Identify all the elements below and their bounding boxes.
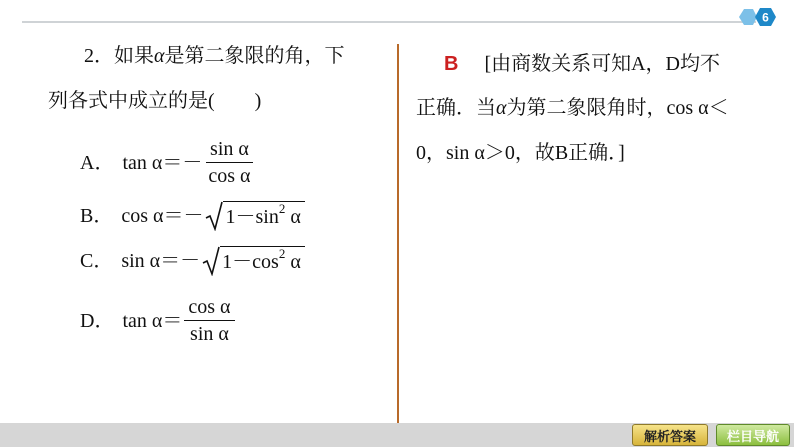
option-d-denominator: sin α xyxy=(190,323,229,345)
answer-line-1: B [由商数关系可知A，D均不 xyxy=(444,53,720,75)
page-number-badge xyxy=(735,3,781,31)
option-d-lhs: tan α＝ xyxy=(122,309,183,332)
question-line-1: 2．如果α是第二象限的角，下 xyxy=(84,45,345,67)
question-line-2: 列各式中成立的是( ) xyxy=(48,90,262,112)
answer-line-3: 0，sin α＞0，故B正确．] xyxy=(416,142,625,164)
column-divider xyxy=(397,44,399,424)
option-b-lhs: cos α＝－ xyxy=(121,205,204,227)
option-c-label: C． xyxy=(80,250,114,272)
option-d-fraction xyxy=(184,296,234,345)
option-c-lhs: sin α＝－ xyxy=(121,250,201,272)
option-d xyxy=(80,296,235,345)
option-c-radical: $1-\cos^2$ α xyxy=(202,246,305,276)
option-a-label: A． xyxy=(80,151,115,174)
option-b-label: B． xyxy=(80,205,114,227)
answer-analysis-button[interactable]: 解析答案 xyxy=(632,424,708,446)
answer-letter: B xyxy=(444,53,459,75)
option-d-label: D． xyxy=(80,309,115,332)
page-number: 6 xyxy=(762,10,769,25)
option-a-lhs: tan α＝－ xyxy=(122,151,203,174)
radical-sign-icon xyxy=(202,246,220,276)
hexagon-icon xyxy=(735,3,781,31)
option-a-fraction xyxy=(204,138,254,187)
radical-sign-icon xyxy=(205,201,223,231)
option-b xyxy=(80,201,305,231)
option-a xyxy=(80,138,255,187)
option-b-radical: $1-\sin^2$ α xyxy=(205,201,304,231)
section-nav-button[interactable]: 栏目导航 xyxy=(716,424,790,446)
option-a-denominator: cos α xyxy=(208,165,251,187)
answer-line-2: 正确．当α为第二象限角时，cos α＜ xyxy=(416,97,729,119)
option-d-numerator: cos α xyxy=(184,296,234,321)
header-rule xyxy=(22,21,756,23)
option-c xyxy=(80,246,305,276)
option-a-numerator: sin α xyxy=(206,138,253,163)
